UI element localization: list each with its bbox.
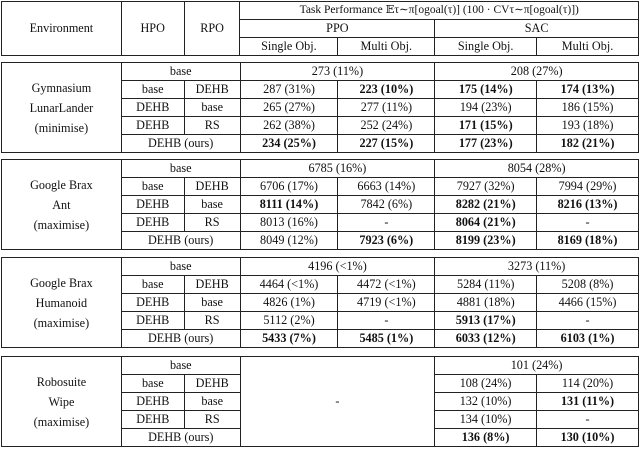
ppo-single-cell: 265 (27%) — [240, 99, 338, 117]
header-sac-multi-obj: Multi Obj. — [537, 38, 639, 56]
env-line: (maximise) — [33, 217, 90, 232]
sac-single-cell: 177 (23%) — [435, 135, 537, 153]
ppo-single-cell: 4826 (1%) — [240, 294, 338, 312]
ppo-multi-cell: 4472 (<1%) — [338, 276, 435, 294]
env-line: Google Brax — [30, 275, 93, 290]
sac-multi-cell: 7994 (29%) — [537, 178, 639, 196]
rpo-cell: base — [184, 196, 240, 214]
ppo-single-cell: 5112 (2%) — [240, 312, 338, 330]
table-block-ant — [1, 159, 639, 250]
base-sac-value: 208 (27%) — [435, 63, 639, 81]
base-sac-value: 101 (24%) — [435, 357, 639, 375]
environment-cell — [2, 63, 122, 153]
hpo-cell: base — [121, 81, 184, 99]
rpo-cell: RS — [184, 214, 240, 232]
env-line: (maximise) — [33, 315, 90, 330]
ours-label: DEHB (ours) — [121, 135, 240, 153]
base-label: base — [121, 258, 240, 276]
table-block-humanoid — [1, 257, 639, 348]
sac-single-cell: 6033 (12%) — [435, 330, 537, 348]
hpo-cell: base — [121, 178, 184, 196]
sac-single-cell: 134 (10%) — [435, 411, 537, 429]
base-ppo-value: 6785 (16%) — [240, 160, 435, 178]
hpo-cell: base — [121, 276, 184, 294]
base-sac-value: 8054 (28%) — [435, 160, 639, 178]
env-line: (maximise) — [33, 414, 90, 429]
sac-single-cell: 8064 (21%) — [435, 214, 537, 232]
env-line: Gymnasium — [31, 80, 92, 95]
sac-single-cell: 8282 (21%) — [435, 196, 537, 214]
environment-cell — [2, 258, 122, 348]
ppo-multi-cell: - — [338, 214, 435, 232]
env-line: LunarLander — [29, 100, 94, 115]
hpo-cell: DEHB — [121, 411, 184, 429]
sac-multi-cell: 182 (21%) — [537, 135, 639, 153]
env-line: Google Brax — [30, 177, 93, 192]
sac-multi-cell: 8169 (18%) — [537, 232, 639, 250]
rpo-cell: base — [184, 99, 240, 117]
ours-label: DEHB (ours) — [121, 330, 240, 348]
header-ppo: PPO — [240, 20, 435, 38]
hpo-cell: DEHB — [121, 294, 184, 312]
header-sac: SAC — [435, 20, 639, 38]
ppo-multi-cell: - — [338, 312, 435, 330]
rpo-cell: DEHB — [184, 178, 240, 196]
sac-multi-cell: 6103 (1%) — [537, 330, 639, 348]
rpo-cell: base — [184, 294, 240, 312]
sac-multi-cell: - — [537, 312, 639, 330]
ppo-single-cell: 262 (38%) — [240, 117, 338, 135]
ppo-multi-cell: 252 (24%) — [338, 117, 435, 135]
hpo-cell: DEHB — [121, 196, 184, 214]
hpo-cell: DEHB — [121, 312, 184, 330]
sac-single-cell: 4881 (18%) — [435, 294, 537, 312]
hpo-cell: DEHB — [121, 393, 184, 411]
base-label: base — [121, 357, 240, 375]
sac-single-cell: 5913 (17%) — [435, 312, 537, 330]
ppo-single-cell: 4464 (<1%) — [240, 276, 338, 294]
sac-single-cell: 175 (14%) — [435, 81, 537, 99]
ppo-not-available-cell: - — [240, 357, 434, 447]
base-label: base — [121, 63, 240, 81]
ppo-single-cell: 6706 (17%) — [240, 178, 338, 196]
sac-multi-cell: 8216 (13%) — [537, 196, 639, 214]
hpo-cell: DEHB — [121, 99, 184, 117]
sac-multi-cell: 174 (13%) — [537, 81, 639, 99]
hpo-cell: base — [121, 375, 184, 393]
hpo-cell: DEHB — [121, 214, 184, 232]
header-hpo: HPO — [121, 2, 184, 56]
sac-single-cell: 132 (10%) — [435, 393, 537, 411]
table-block-lunarlander — [1, 62, 639, 153]
sac-multi-cell: 114 (20%) — [537, 375, 639, 393]
env-line: Robosuite — [36, 374, 87, 389]
ppo-multi-cell: 6663 (14%) — [338, 178, 435, 196]
rpo-cell: RS — [184, 411, 240, 429]
header-sac-single-obj: Single Obj. — [435, 38, 537, 56]
rpo-cell: RS — [184, 117, 240, 135]
table-row — [2, 258, 639, 276]
ppo-single-cell: 5433 (7%) — [240, 330, 338, 348]
environment-cell — [2, 160, 122, 250]
sac-single-cell: 108 (24%) — [435, 375, 537, 393]
environment-cell — [2, 357, 122, 447]
sac-multi-cell: 5208 (8%) — [537, 276, 639, 294]
sac-single-cell: 136 (8%) — [435, 429, 537, 447]
env-line: (minimise) — [34, 120, 89, 135]
table-header — [1, 1, 639, 56]
sac-multi-cell: 186 (15%) — [537, 99, 639, 117]
table-row — [2, 63, 639, 81]
sac-multi-cell: 131 (11%) — [537, 393, 639, 411]
sac-multi-cell: - — [537, 214, 639, 232]
sac-single-cell: 194 (23%) — [435, 99, 537, 117]
base-sac-value: 3273 (11%) — [435, 258, 639, 276]
ppo-single-cell: 8111 (14%) — [240, 196, 338, 214]
sac-single-cell: 5284 (11%) — [435, 276, 537, 294]
ppo-multi-cell: 7842 (6%) — [338, 196, 435, 214]
rpo-cell: base — [184, 393, 240, 411]
ppo-multi-cell: 223 (10%) — [338, 81, 435, 99]
ppo-single-cell: 8013 (16%) — [240, 214, 338, 232]
ppo-single-cell: 8049 (12%) — [240, 232, 338, 250]
base-ppo-value: 4196 (<1%) — [240, 258, 435, 276]
rpo-cell: DEHB — [184, 375, 240, 393]
ppo-single-cell: 287 (31%) — [240, 81, 338, 99]
ppo-multi-cell: 227 (15%) — [338, 135, 435, 153]
ppo-multi-cell: 5485 (1%) — [338, 330, 435, 348]
sac-single-cell: 7927 (32%) — [435, 178, 537, 196]
base-label: base — [121, 160, 240, 178]
ppo-multi-cell: 4719 (<1%) — [338, 294, 435, 312]
ours-label: DEHB (ours) — [121, 232, 240, 250]
env-line: Wipe — [48, 394, 75, 409]
ppo-multi-cell: 277 (11%) — [338, 99, 435, 117]
env-line: Humanoid — [35, 295, 88, 310]
rpo-cell: DEHB — [184, 81, 240, 99]
header-rpo: RPO — [184, 2, 240, 56]
env-line: Ant — [52, 197, 71, 212]
hpo-cell: DEHB — [121, 117, 184, 135]
sac-multi-cell: 193 (18%) — [537, 117, 639, 135]
base-ppo-value: 273 (11%) — [240, 63, 435, 81]
sac-multi-cell: 130 (10%) — [537, 429, 639, 447]
header-task-performance: Task Performance 𝔼τ∼π[ogoal(τ)] (100 · CVτ∼π[ogoal(τ)]) — [240, 2, 639, 20]
sac-single-cell: 8199 (23%) — [435, 232, 537, 250]
header-ppo-single-obj: Single Obj. — [240, 38, 338, 56]
ppo-single-cell: 234 (25%) — [240, 135, 338, 153]
table-block-wipe — [1, 356, 639, 447]
ppo-multi-cell: 7923 (6%) — [338, 232, 435, 250]
header-ppo-multi-obj: Multi Obj. — [338, 38, 435, 56]
sac-single-cell: 171 (15%) — [435, 117, 537, 135]
table-row — [2, 160, 639, 178]
rpo-cell: RS — [184, 312, 240, 330]
rpo-cell: DEHB — [184, 276, 240, 294]
sac-multi-cell: 4466 (15%) — [537, 294, 639, 312]
header-environment: Environment — [2, 2, 122, 56]
sac-multi-cell: - — [537, 411, 639, 429]
ours-label: DEHB (ours) — [121, 429, 240, 447]
table-row — [2, 357, 639, 375]
